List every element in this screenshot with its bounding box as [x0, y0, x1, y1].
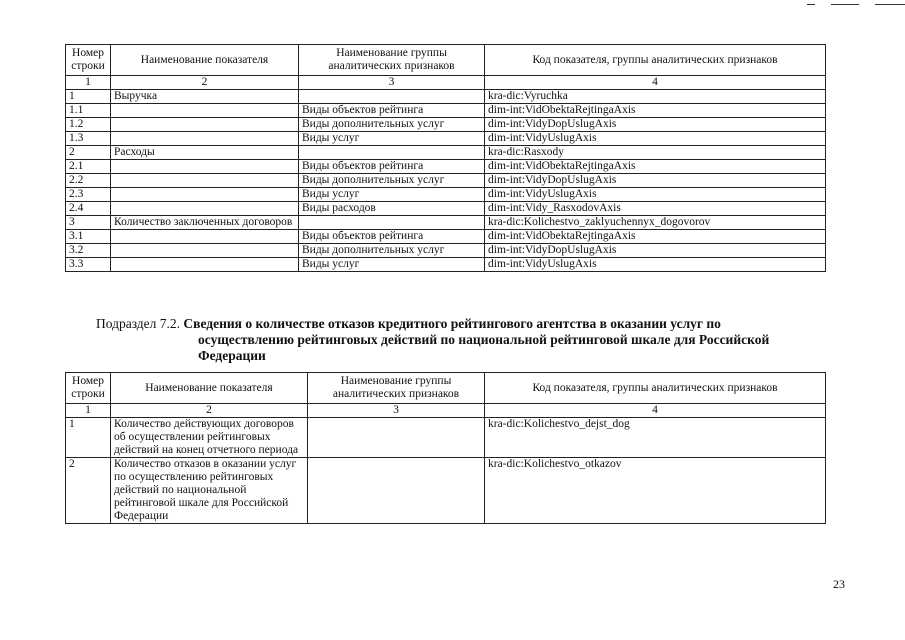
indicator-name-cell: Выручка — [111, 90, 299, 104]
group-name-cell — [308, 458, 485, 524]
column-number: 4 — [485, 404, 826, 418]
row-number-cell: 1.2 — [66, 118, 111, 132]
table-row — [66, 104, 826, 118]
table-row — [66, 258, 826, 272]
table-row — [66, 174, 826, 188]
indicator-name-cell — [111, 188, 299, 202]
row-number-cell: 2 — [66, 458, 111, 524]
indicator-name-cell: Расходы — [111, 146, 299, 160]
code-cell: kra-dic:Vyruchka — [485, 90, 826, 104]
header-indicator-name: Наименование показателя — [111, 45, 299, 76]
column-number: 2 — [111, 76, 299, 90]
group-name-cell: Виды дополнительных услуг — [299, 118, 485, 132]
code-cell: dim-int:VidObektaRejtingaAxis — [485, 160, 826, 174]
table-row — [66, 244, 826, 258]
indicators-table-2 — [65, 372, 826, 524]
header-row-number: Номер строки — [66, 45, 111, 76]
group-name-cell: Виды услуг — [299, 188, 485, 202]
row-number-cell: 1 — [66, 418, 111, 458]
top-edge-marks — [805, 0, 905, 8]
column-number: 1 — [66, 76, 111, 90]
group-name-cell: Виды дополнительных услуг — [299, 174, 485, 188]
column-number: 3 — [299, 76, 485, 90]
table-row — [66, 418, 826, 458]
header-indicator-name: Наименование показателя — [111, 373, 308, 404]
table-row — [66, 188, 826, 202]
code-cell: dim-int:VidyUslugAxis — [485, 258, 826, 272]
group-name-cell — [299, 216, 485, 230]
code-cell: dim-int:VidyDopUslugAxis — [485, 244, 826, 258]
group-name-cell — [308, 418, 485, 458]
table-row — [66, 146, 826, 160]
indicator-name-cell — [111, 230, 299, 244]
indicator-name-cell — [111, 132, 299, 146]
code-cell: dim-int:VidObektaRejtingaAxis — [485, 230, 826, 244]
group-name-cell: Виды дополнительных услуг — [299, 244, 485, 258]
code-cell: dim-int:VidyUslugAxis — [485, 188, 826, 202]
row-number-cell: 2.3 — [66, 188, 111, 202]
table-row — [66, 202, 826, 216]
code-cell: kra-dic:Kolichestvo_dejst_dog — [485, 418, 826, 458]
subsection-heading — [96, 316, 856, 364]
subsection-title-line2: осуществлению рейтинговых действий по национальной рейтинговой шкале для Российской — [198, 332, 770, 347]
indicator-name-cell: Количество заключенных договоров — [111, 216, 299, 230]
row-number-cell: 2 — [66, 146, 111, 160]
row-number-cell: 1 — [66, 90, 111, 104]
group-name-cell: Виды услуг — [299, 258, 485, 272]
indicators-table-1 — [65, 44, 826, 272]
subsection-label: Подраздел 7.2. — [96, 316, 181, 331]
indicator-name-cell: Количество отказов в оказании услуг по осуществлению рейтинговых действий по национальной рейтинговой шкале для Российской Федерации — [111, 458, 308, 524]
table-row — [66, 90, 826, 104]
row-number-cell: 2.2 — [66, 174, 111, 188]
row-number-cell: 1.1 — [66, 104, 111, 118]
subsection-title-line1: Сведения о количестве отказов кредитного рейтингового агентства в оказании услуг по — [183, 316, 721, 331]
header-row-number: Номер строки — [66, 373, 111, 404]
table-header-row — [66, 45, 826, 76]
code-cell: kra-dic:Kolichestvo_zaklyuchennyx_dogovorov — [485, 216, 826, 230]
column-number: 4 — [485, 76, 826, 90]
indicator-name-cell — [111, 258, 299, 272]
row-number-cell: 3.3 — [66, 258, 111, 272]
column-number: 2 — [111, 404, 308, 418]
subsection-title-line3: Федерации — [198, 348, 266, 363]
row-number-cell: 2.1 — [66, 160, 111, 174]
row-number-cell: 1.3 — [66, 132, 111, 146]
indicator-name-cell — [111, 174, 299, 188]
column-number: 3 — [308, 404, 485, 418]
table-body — [66, 90, 826, 272]
header-group-name: Наименование группы аналитических признаков — [299, 45, 485, 76]
row-number-cell: 3 — [66, 216, 111, 230]
header-code: Код показателя, группы аналитических признаков — [485, 373, 826, 404]
header-code: Код показателя, группы аналитических признаков — [485, 45, 826, 76]
code-cell: dim-int:VidyDopUslugAxis — [485, 174, 826, 188]
group-name-cell: Виды объектов рейтинга — [299, 230, 485, 244]
table-header-row — [66, 373, 826, 404]
code-cell: dim-int:Vidy_RasxodovAxis — [485, 202, 826, 216]
indicator-name-cell — [111, 160, 299, 174]
indicator-name-cell — [111, 104, 299, 118]
group-name-cell: Виды объектов рейтинга — [299, 104, 485, 118]
code-cell: dim-int:VidObektaRejtingaAxis — [485, 104, 826, 118]
table-row — [66, 132, 826, 146]
column-numbers-row — [66, 404, 826, 418]
column-numbers-row — [66, 76, 826, 90]
code-cell: kra-dic:Rasxody — [485, 146, 826, 160]
header-group-name: Наименование группы аналитических признаков — [308, 373, 485, 404]
code-cell: dim-int:VidyUslugAxis — [485, 132, 826, 146]
table-row — [66, 458, 826, 524]
table-row — [66, 160, 826, 174]
row-number-cell: 3.1 — [66, 230, 111, 244]
group-name-cell — [299, 90, 485, 104]
row-number-cell: 3.2 — [66, 244, 111, 258]
indicator-name-cell — [111, 244, 299, 258]
indicator-name-cell: Количество действующих договоров об осуществлении рейтинговых действий на конец отчетного периода — [111, 418, 308, 458]
table-body — [66, 418, 826, 524]
group-name-cell: Виды услуг — [299, 132, 485, 146]
group-name-cell — [299, 146, 485, 160]
table-row — [66, 216, 826, 230]
indicator-name-cell — [111, 202, 299, 216]
page-number: 23 — [833, 577, 845, 591]
table-row — [66, 230, 826, 244]
group-name-cell: Виды объектов рейтинга — [299, 160, 485, 174]
group-name-cell: Виды расходов — [299, 202, 485, 216]
indicator-name-cell — [111, 118, 299, 132]
column-number: 1 — [66, 404, 111, 418]
row-number-cell: 2.4 — [66, 202, 111, 216]
code-cell: dim-int:VidyDopUslugAxis — [485, 118, 826, 132]
table-row — [66, 118, 826, 132]
code-cell: kra-dic:Kolichestvo_otkazov — [485, 458, 826, 524]
